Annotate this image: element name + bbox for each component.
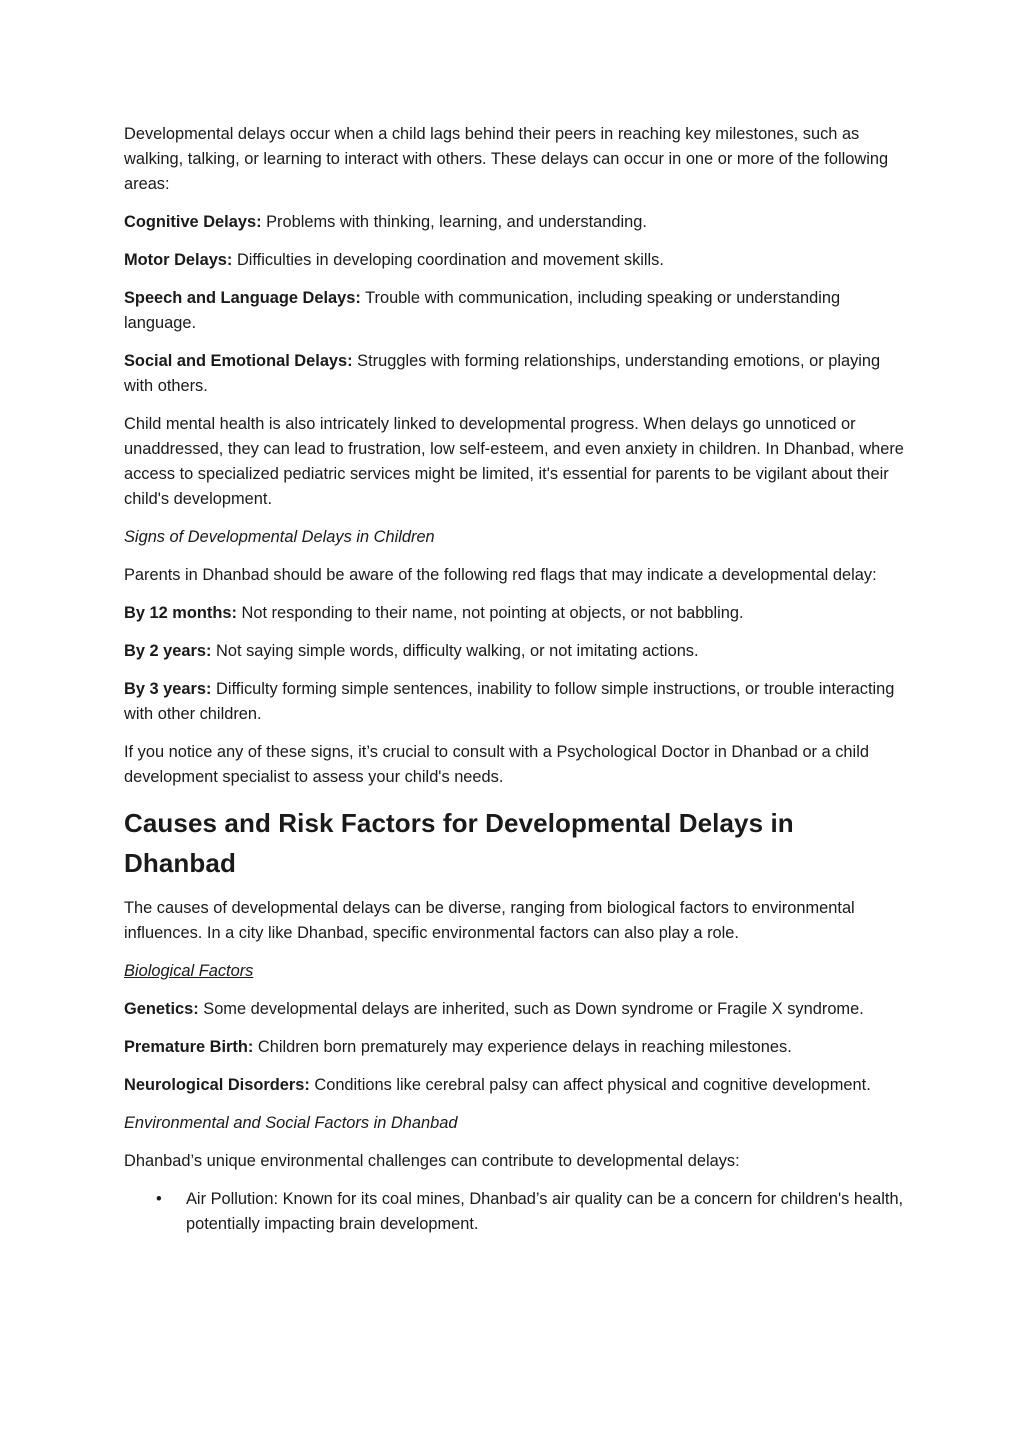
sign-text: Not responding to their name, not pointing at objects, or not babbling.: [236, 604, 744, 622]
intro-paragraph: Developmental delays occur when a child lags behind their peers in reaching key milestones, such as walking, talking, or learning to interact with others. These delays can occur in one or more of the following areas:: [124, 125, 889, 193]
area-text: Struggles with forming relationships, understanding emotions, or playing with others.: [124, 352, 881, 395]
bio-label: Premature Birth:: [124, 1038, 254, 1056]
mental-health-paragraph: Child mental health is also intricately linked to developmental progress. When delays go unnoticed or unaddressed, they can lead to frustration, low self-esteem, and even anxiety in children. In Dhanbad, where access to specialized pediatric services might be limited, it's essential for parents to be vigilant about their child's development.: [124, 415, 904, 508]
area-text: Difficulties in developing coordination and movement skills.: [232, 251, 664, 269]
sign-3-years: [124, 677, 904, 727]
sign-label: By 3 years:: [124, 680, 212, 698]
consult-paragraph: If you notice any of these signs, it’s crucial to consult with a Psychological Doctor in Dhanbad or a child development specialist to assess your child's needs.: [124, 743, 869, 786]
area-motor: [124, 248, 904, 273]
sign-label: By 2 years:: [124, 642, 212, 660]
list-item-text: Air Pollution: Known for its coal mines, Dhanbad’s air quality can be a concern for children's health, potentially impacting brain development.: [186, 1190, 904, 1233]
bio-label: Genetics:: [124, 1000, 199, 1018]
area-cognitive: [124, 210, 904, 235]
area-label: Cognitive Delays:: [124, 213, 262, 231]
area-label: Speech and Language Delays:: [124, 289, 361, 307]
biological-factors-label: Biological Factors: [124, 962, 254, 980]
bio-text: Children born prematurely may experience delays in reaching milestones.: [253, 1038, 792, 1056]
sign-2-years: [124, 639, 904, 664]
area-label: Social and Emotional Delays:: [124, 352, 353, 370]
bio-neurological: [124, 1073, 904, 1098]
bullet-icon: •: [156, 1190, 162, 1208]
causes-heading: Causes and Risk Factors for Developmental Delays in Dhanbad: [124, 808, 794, 878]
bio-label: Neurological Disorders:: [124, 1076, 310, 1094]
area-label: Motor Delays:: [124, 251, 233, 269]
env-factor-list: [124, 1187, 904, 1237]
bio-genetics: [124, 997, 904, 1022]
bio-premature-birth: [124, 1035, 904, 1060]
biological-factors-subheading: [124, 959, 904, 984]
sign-label: By 12 months:: [124, 604, 237, 622]
bio-text: Conditions like cerebral palsy can affect physical and cognitive development.: [309, 1076, 871, 1094]
bio-text: Some developmental delays are inherited, such as Down syndrome or Fragile X syndrome.: [198, 1000, 864, 1018]
sign-12-months: [124, 601, 904, 626]
area-social: [124, 349, 904, 399]
env-intro-paragraph: Dhanbad’s unique environmental challenges can contribute to developmental delays:: [124, 1152, 740, 1170]
document-page: [124, 122, 904, 1237]
signs-intro-paragraph: Parents in Dhanbad should be aware of the following red flags that may indicate a developmental delay:: [124, 566, 877, 584]
signs-subheading: Signs of Developmental Delays in Children: [124, 528, 435, 546]
area-text: Trouble with communication, including speaking or understanding language.: [124, 289, 841, 332]
sign-text: Not saying simple words, difficulty walking, or not imitating actions.: [211, 642, 699, 660]
area-speech: [124, 286, 904, 336]
sign-text: Difficulty forming simple sentences, inability to follow simple instructions, or trouble interacting with other children.: [124, 680, 895, 723]
environmental-factors-subheading: Environmental and Social Factors in Dhanbad: [124, 1114, 458, 1132]
list-item: [156, 1187, 904, 1237]
area-text: Problems with thinking, learning, and understanding.: [261, 213, 647, 231]
causes-intro-paragraph: The causes of developmental delays can be diverse, ranging from biological factors to environmental influences. In a city like Dhanbad, specific environmental factors can also play a role.: [124, 899, 855, 942]
